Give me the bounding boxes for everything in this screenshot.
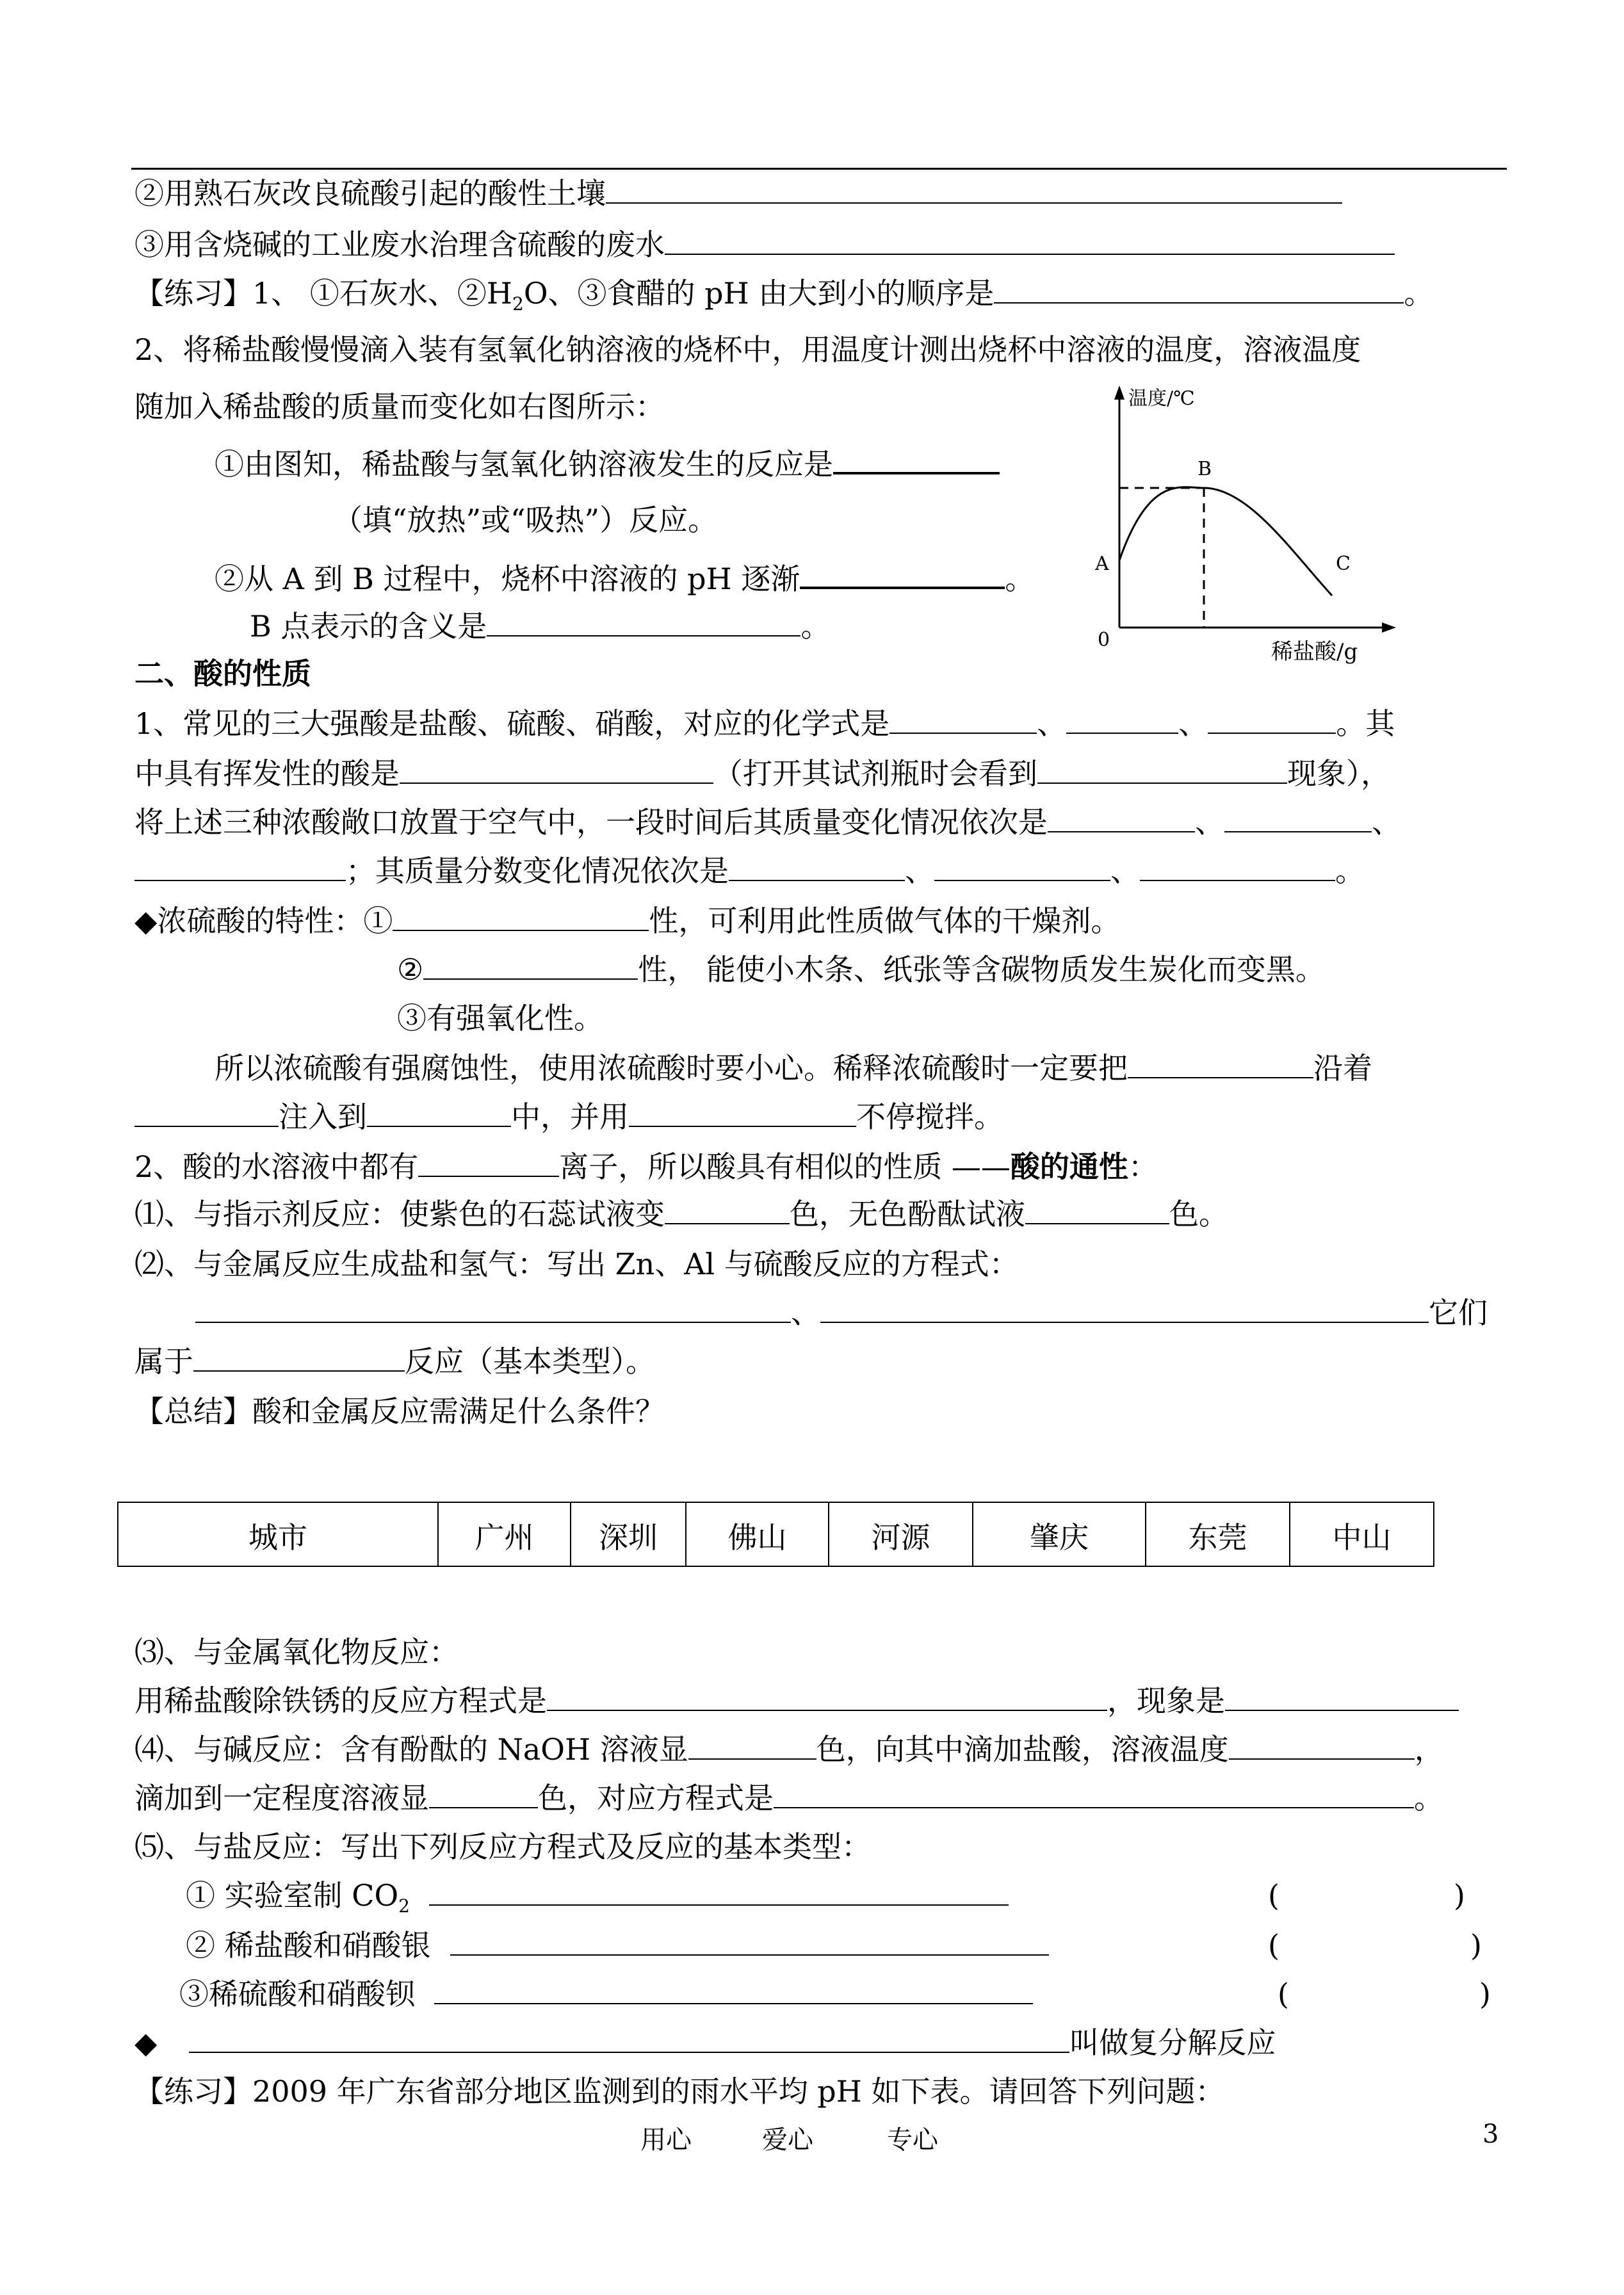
text: O、③食醋的 pH 由大到小的顺序是 (523, 276, 995, 311)
paren-open: ( (1268, 1878, 1279, 1913)
answer-blank[interactable] (889, 704, 1037, 734)
exercise-rain-ph (134, 2072, 1225, 2111)
section-heading (134, 654, 311, 693)
x-axis-label: 稀盐酸/g (1271, 639, 1358, 665)
table-row (118, 1502, 1434, 1566)
answer-blank[interactable] (450, 1926, 1049, 1956)
table-cell: 东莞 (1146, 1502, 1290, 1566)
text: 。 (1404, 276, 1434, 311)
text: 性，可利用此性质做气体的干燥剂。 (649, 904, 1121, 938)
answer-blank[interactable] (400, 754, 713, 784)
para-3 (134, 803, 1401, 841)
exercise-2-line2 (134, 387, 665, 426)
answer-blank[interactable] (429, 1876, 1009, 1906)
text: 。 (800, 609, 831, 644)
para-2 (134, 754, 1390, 793)
text: ⑵、与金属反应生成盐和氢气：写出 Zn、Al 与硫酸反应的方程式： (134, 1247, 1019, 1281)
indicator-reaction (134, 1195, 1228, 1233)
text: 滴加到一定程度溶液显 (134, 1781, 429, 1815)
text: ⑴、与指示剂反应：使紫色的石蕊试液变 (134, 1197, 665, 1231)
base-reaction-1 (134, 1730, 1444, 1769)
answer-blank[interactable] (833, 444, 1000, 474)
table-cell: 广州 (438, 1502, 571, 1566)
text: ③有强氧化性。 (397, 1001, 603, 1035)
answer-blank[interactable] (1037, 754, 1287, 784)
dilution-line-2 (134, 1098, 1003, 1136)
text: 现象）， (1287, 756, 1390, 791)
text: 、 (1178, 706, 1208, 741)
text: 属于 (134, 1344, 193, 1379)
exercise-2-q3 (250, 607, 830, 645)
answer-blank[interactable] (1225, 1682, 1459, 1711)
text: 反应（基本类型）。 (405, 1344, 655, 1379)
text: 、 (1195, 805, 1224, 839)
answer-blank[interactable] (774, 1779, 1414, 1808)
text: （填“放热”或“吸热”）反应。 (333, 503, 718, 537)
x-axis-arrow (1382, 622, 1396, 633)
text: ①由图知，稀盐酸与氢氧化钠溶液发生的反应是 (215, 447, 833, 482)
para-4 (134, 852, 1365, 890)
text: ② (397, 952, 424, 987)
text: 、 (1110, 854, 1140, 888)
origin-label: 0 (1098, 629, 1110, 651)
answer-blank[interactable] (418, 1148, 559, 1177)
text: 、 (1037, 706, 1067, 741)
text: ⑸、与盐反应：写出下列反应方程式及反应的基本类型： (134, 1829, 871, 1864)
text: 、 (905, 854, 934, 888)
table-cell: 中山 (1290, 1502, 1434, 1566)
line-2 (134, 225, 1395, 264)
text: 【练习】2009 年广东省部分地区监测到的雨水平均 pH 如下表。请回答下列问题： (134, 2074, 1225, 2109)
text: ， (1414, 1732, 1444, 1767)
text: ⑶、与金属氧化物反应： (134, 1635, 459, 1669)
heading: 二、酸的性质 (134, 656, 311, 691)
metal-oxide-reaction (134, 1633, 459, 1671)
text: ②从 A 到 B 过程中，烧杯中溶液的 pH 逐渐 (215, 562, 800, 596)
text: ① 实验室制 CO (186, 1878, 399, 1913)
text: 不停搅拌。 (856, 1099, 1003, 1134)
text: 2、酸的水溶液中都有 (134, 1149, 419, 1184)
text: 色，对应方程式是 (538, 1781, 774, 1815)
answer-blank[interactable] (665, 1195, 790, 1224)
text: 色，无色酚酞试液 (790, 1197, 1025, 1231)
answer-blank[interactable] (134, 852, 346, 881)
table-cell: 肇庆 (973, 1502, 1146, 1566)
text: ；其质量分数变化情况依次是 (346, 854, 729, 888)
text: 沿着 (1313, 1051, 1372, 1085)
sulfuric-property-1 (134, 902, 1120, 940)
answer-blank[interactable] (423, 950, 638, 980)
point-c-label: C (1336, 553, 1351, 575)
answer-blank[interactable] (1048, 803, 1195, 832)
y-axis-arrow (1114, 385, 1125, 400)
text: 叫做复分解反应 (1069, 2025, 1276, 2060)
header-rule (131, 168, 1507, 170)
salt-reaction-1 (186, 1876, 1009, 1926)
answer-blank[interactable] (193, 1342, 405, 1372)
emphasis: 酸的通性 (1010, 1149, 1128, 1184)
rain-ph-table (117, 1502, 1434, 1567)
text: 随加入稀盐酸的质量而变化如右图所示： (134, 389, 665, 424)
text: ： (1128, 1149, 1158, 1184)
paren-close: ) (1470, 1928, 1482, 1963)
sulfuric-property-3 (397, 999, 603, 1037)
answer-blank[interactable] (487, 607, 800, 637)
text: ，现象是 (1107, 1683, 1225, 1718)
text: ◆ (134, 2025, 158, 2060)
answer-blank[interactable] (994, 274, 1404, 304)
salt-reaction (134, 1828, 871, 1866)
text: ③用含烧碱的工业废水治理含硫酸的废水 (134, 227, 665, 262)
answer-blank[interactable] (1140, 852, 1335, 881)
text: 色，向其中滴加盐酸，溶液温度 (816, 1732, 1229, 1767)
metal-reaction (134, 1245, 1019, 1283)
answer-blank[interactable] (1208, 704, 1336, 734)
text: 注入到 (279, 1099, 367, 1134)
answer-blank[interactable] (429, 1779, 538, 1808)
footer-motto-2: 爱心 (762, 2125, 813, 2155)
answer-blank[interactable] (189, 2023, 1069, 2053)
answer-blank[interactable] (665, 225, 1395, 255)
line-1 (134, 174, 1342, 213)
point-b-label: B (1198, 458, 1212, 480)
subscript: 2 (398, 1895, 410, 1917)
text: （打开其试剂瓶时会看到 (713, 756, 1037, 791)
table-cell: 河源 (829, 1502, 973, 1566)
answer-blank[interactable] (134, 1098, 279, 1127)
paren-close: ) (1479, 1977, 1491, 2011)
salt-reaction-2 (186, 1926, 1049, 1965)
answer-blank[interactable] (547, 1682, 1107, 1711)
text: 【总结】酸和金属反应需满足什么条件？ (134, 1394, 665, 1429)
exercise-2-line1 (134, 330, 1361, 369)
answer-blank[interactable] (934, 852, 1110, 881)
paren-open: ( (1268, 1928, 1279, 1963)
table-cell: 深圳 (571, 1502, 686, 1566)
answer-blank[interactable] (367, 1098, 511, 1127)
footer-motto-3: 专心 (887, 2125, 938, 2155)
exercise-2-q1-hint (333, 501, 717, 539)
answer-blank[interactable] (1229, 1730, 1415, 1760)
acid-general (134, 1148, 1158, 1186)
salt-reaction-3 (179, 1975, 1033, 2013)
text: ②用熟石灰改良硫酸引起的酸性土壤 (134, 176, 606, 211)
footer-motto-1: 用心 (640, 2125, 692, 2155)
text: ⑷、与碱反应：含有酚酞的 NaOH 溶液显 (134, 1732, 688, 1767)
text: ◆浓硫酸的特性：① (134, 904, 393, 938)
reaction-type (134, 1342, 655, 1381)
dilution-line-1 (215, 1049, 1372, 1087)
answer-blank[interactable] (393, 902, 649, 931)
answer-blank[interactable] (800, 558, 1005, 589)
y-axis-label: 温度/℃ (1128, 387, 1195, 410)
page-number: 3 (1482, 2120, 1499, 2149)
text: 。其 (1336, 706, 1395, 741)
answer-blank[interactable] (629, 1098, 856, 1127)
base-reaction-2 (134, 1779, 1443, 1817)
text: ③稀硫酸和硝酸钡 (179, 1977, 415, 2011)
answer-blank[interactable] (1224, 803, 1372, 832)
metal-equations (134, 1293, 1488, 1332)
answer-blank[interactable] (820, 1293, 1429, 1323)
text: 中具有挥发性的酸是 (134, 756, 400, 791)
text: 所以浓硫酸有强腐蚀性，使用浓硫酸时要小心。稀释浓硫酸时一定要把 (215, 1051, 1128, 1085)
text: B 点表示的含义是 (250, 609, 487, 644)
text: 、 (1372, 805, 1401, 839)
paren-close: ) (1454, 1878, 1465, 1913)
text: 。 (1335, 854, 1365, 888)
text: 它们 (1429, 1295, 1488, 1330)
rust-removal (134, 1682, 1459, 1720)
answer-blank[interactable] (195, 1293, 791, 1323)
answer-blank[interactable] (606, 174, 1342, 204)
table-cell: 城市 (118, 1502, 438, 1566)
exercise-2-q2 (215, 558, 1034, 598)
text: 中，并用 (511, 1099, 629, 1134)
answer-blank[interactable] (1025, 1195, 1169, 1224)
text: 。 (1005, 562, 1035, 596)
subscript: 2 (512, 293, 524, 315)
text: 离子，所以酸具有相似的性质 —— (559, 1149, 1011, 1184)
temperature-graph (1076, 384, 1409, 679)
answer-blank[interactable] (1128, 1049, 1313, 1078)
text: 1、常见的三大强酸是盐酸、硫酸、硝酸，对应的化学式是 (134, 706, 890, 741)
paren-open: ( (1278, 1977, 1289, 2011)
text: 2、将稀盐酸慢慢滴入装有氢氧化钠溶液的烧杯中，用温度计测出烧杯中溶液的温度，溶液温度 (134, 332, 1361, 367)
exercise-1 (134, 274, 1433, 323)
answer-blank[interactable] (688, 1730, 816, 1760)
para-1 (134, 704, 1395, 743)
summary (134, 1392, 665, 1431)
answer-blank[interactable] (729, 852, 905, 881)
text: 色。 (1169, 1197, 1228, 1231)
text: 性， 能使小木条、纸张等含碳物质发生炭化而变黑。 (638, 952, 1325, 987)
table-cell: 佛山 (686, 1502, 829, 1566)
text: 用稀盐酸除铁锈的反应方程式是 (134, 1683, 547, 1718)
text: 将上述三种浓酸敞口放置于空气中，一段时间后其质量变化情况依次是 (134, 805, 1048, 839)
sulfuric-property-2 (397, 950, 1325, 989)
text: 【练习】1、 ①石灰水、②H (134, 276, 513, 311)
temperature-curve (1119, 487, 1332, 596)
exercise-2-q1 (215, 444, 1000, 483)
point-a-label: A (1095, 553, 1109, 575)
answer-blank[interactable] (434, 1975, 1033, 2004)
text: 。 (1414, 1781, 1443, 1815)
answer-blank[interactable] (1066, 704, 1178, 734)
text: ② 稀盐酸和硝酸银 (186, 1928, 431, 1963)
double-decomposition (134, 2023, 1276, 2062)
text: 、 (791, 1295, 820, 1330)
